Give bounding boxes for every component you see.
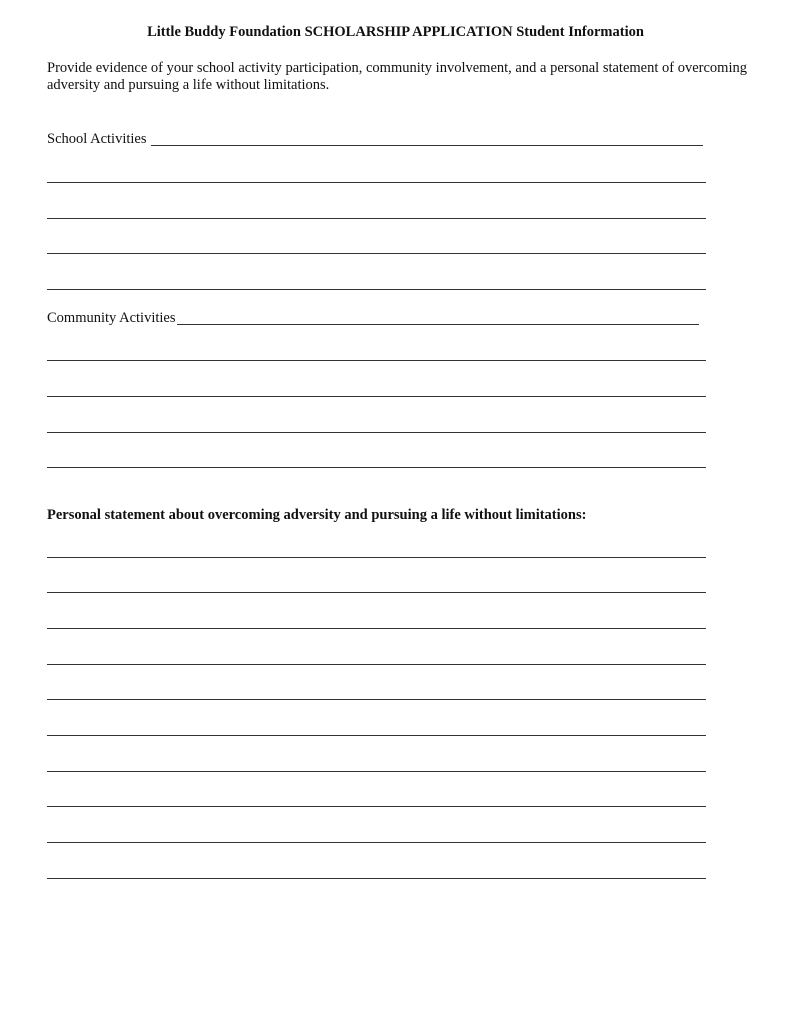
- community-activities-input-line[interactable]: [177, 310, 699, 325]
- school-activities-line-3[interactable]: [47, 253, 706, 254]
- community-activities-label: Community Activities: [47, 310, 176, 326]
- community-activities-line-4[interactable]: [47, 467, 706, 468]
- community-activities-row: [47, 310, 699, 327]
- personal-statement-heading: Personal statement about overcoming adversity and pursuing a life without limitations:: [47, 507, 587, 523]
- school-activities-row: [47, 131, 703, 148]
- personal-statement-line-9[interactable]: [47, 842, 706, 843]
- school-activities-input-line[interactable]: [151, 131, 703, 146]
- personal-statement-line-7[interactable]: [47, 771, 706, 772]
- personal-statement-line-8[interactable]: [47, 806, 706, 807]
- personal-statement-line-4[interactable]: [47, 664, 706, 665]
- instructions-paragraph: Provide evidence of your school activity participation, community involvement, and a personal statement of overcoming adversity and pursuing a life without limitations.: [47, 60, 747, 93]
- community-activities-line-3[interactable]: [47, 432, 706, 433]
- personal-statement-line-6[interactable]: [47, 735, 706, 736]
- personal-statement-line-1[interactable]: [47, 557, 706, 558]
- personal-statement-line-2[interactable]: [47, 592, 706, 593]
- school-activities-line-2[interactable]: [47, 218, 706, 219]
- school-activities-label: School Activities: [47, 131, 147, 147]
- personal-statement-line-5[interactable]: [47, 699, 706, 700]
- personal-statement-line-3[interactable]: [47, 628, 706, 629]
- school-activities-line-1[interactable]: [47, 182, 706, 183]
- community-activities-line-1[interactable]: [47, 360, 706, 361]
- page-title: Little Buddy Foundation SCHOLARSHIP APPLICATION Student Information: [147, 24, 644, 40]
- community-activities-line-2[interactable]: [47, 396, 706, 397]
- school-activities-line-4[interactable]: [47, 289, 706, 290]
- personal-statement-line-10[interactable]: [47, 878, 706, 879]
